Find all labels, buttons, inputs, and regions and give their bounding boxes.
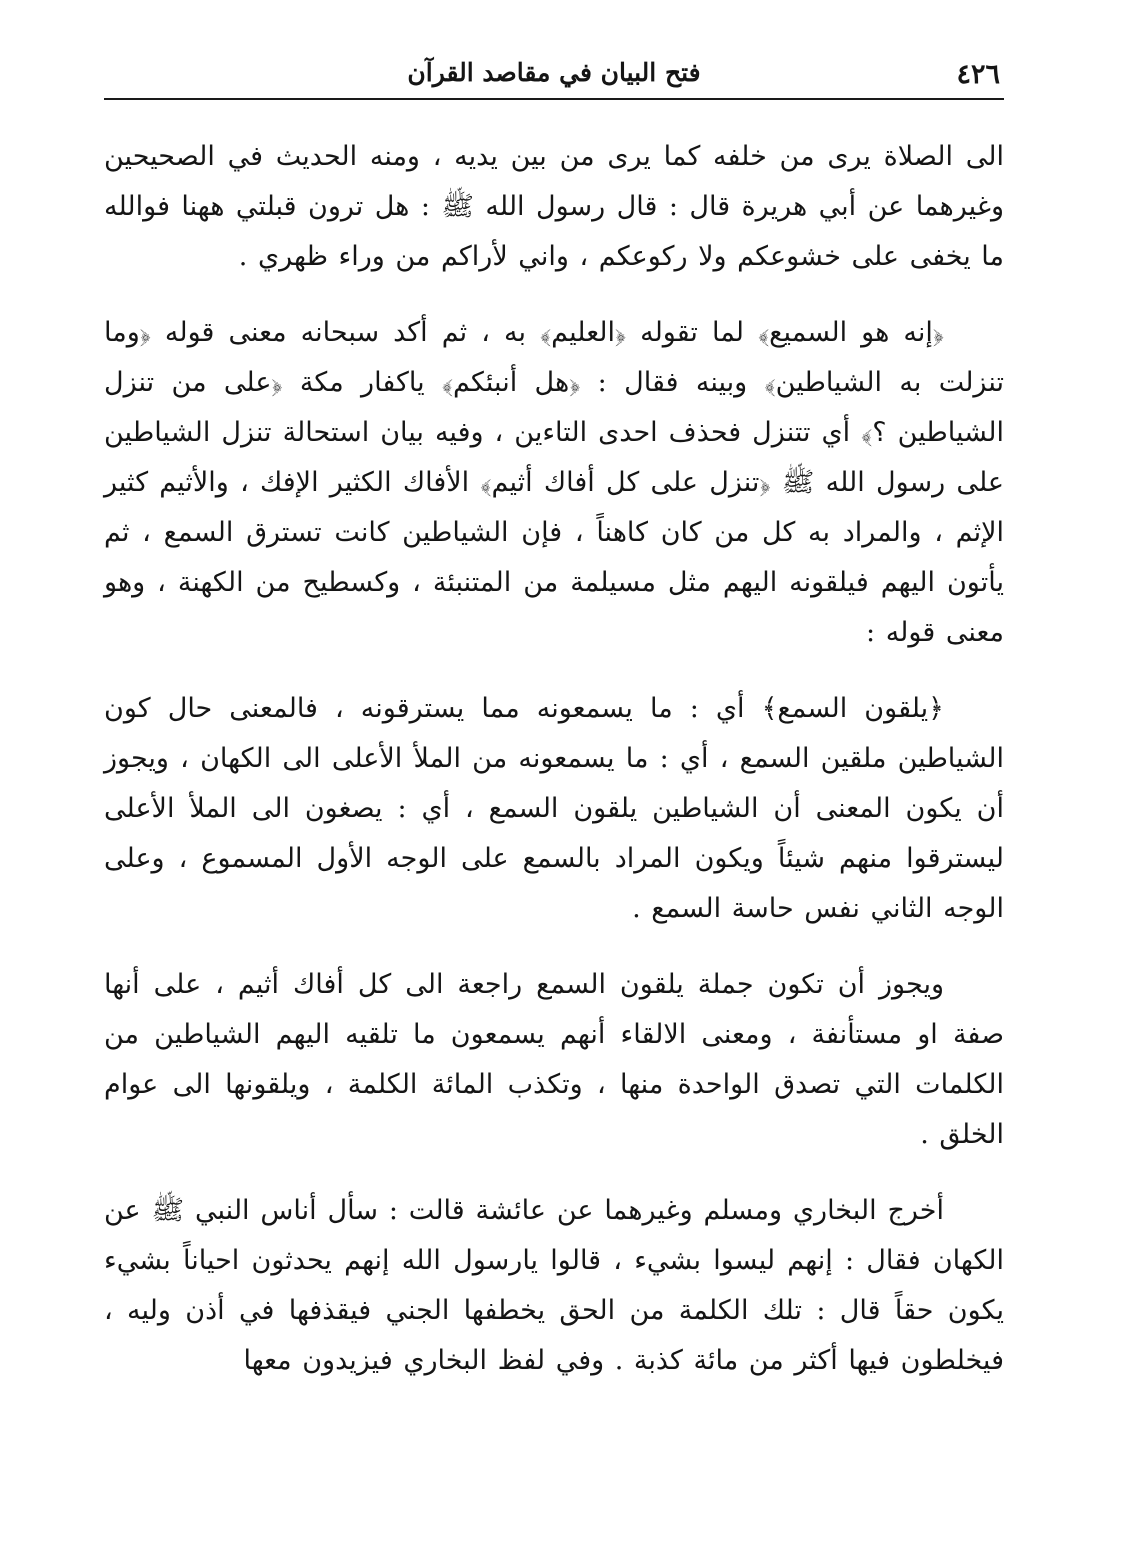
paragraph-5: أخرج البخاري ومسلم وغيرهما عن عائشة قالت : سأل أناس النبي ﷺ عن الكهان فقال : إنهم ليسوا بشيء ، قالوا يارسول الله إنهم يحدثون احياناً بشيء يكون حقاً قال : تلك الكلمة من الحق يخطفها الجني فيقذفها في أذن وليه ، فيخلطون فيها أكثر من مائة كذبة . وفي لفظ البخاري فيزيدون معها xyxy=(104,1195,1004,1376)
running-header xyxy=(104,52,1004,100)
paragraph-3: ﴿يلقون السمع﴾ أي : ما يسمعونه مما يسترقونه ، فالمعنى حال كون الشياطين ملقين السمع ، أي : ما يسمعونه من الملأ الأعلى الى الكهان ، ويجوز أن يكون المعنى أن الشياطين يلقون السمع ، أي : يصغون الى الملأ الأعلى ليسترقوا منهم شيئاً ويكون المراد بالسمع على الوجه الأول المسموع ، وعلى الوجه الثاني نفس حاسة السمع . xyxy=(104,693,1004,924)
page-number: ٤٢٦ xyxy=(956,59,1000,90)
paragraph-1: الى الصلاة يرى من خلفه كما يرى من بين يديه ، ومنه الحديث في الصحيحين وغيرهما عن أبي هريرة قال : قال رسول الله ﷺ : هل ترون قبلتي ههنا فوالله ما يخفى على خشوعكم ولا ركوعكم ، واني لأراكم من وراء ظهري . xyxy=(104,141,1004,272)
paragraph-2: ﴿إنه هو السميع﴾ لما تقوله ﴿العليم﴾ به ، ثم أكد سبحانه معنى قوله ﴿وما تنزلت به الشياطين﴾ وبينه فقال : ﴿هل أنبئكم﴾ ياكفار مكة ﴿على من تنزل الشياطين ؟﴾ أي تتنزل فحذف احدى التاءين ، وفيه بيان استحالة تنزل الشياطين على رسول الله ﷺ ﴿تنزل على كل أفاك أثيم﴾ الأفاك الكثير الإفك ، والأثيم كثير الإثم ، والمراد به كل من كان كاهناً ، فإن الشياطين كانت تسترق السمع ، ثم يأتون اليهم فيلقونه اليهم مثل مسيلمة من المتنبئة ، وكسطيح من الكهنة ، وهو معنى قوله : xyxy=(104,317,1004,648)
paragraph-4: ويجوز أن تكون جملة يلقون السمع راجعة الى كل أفاك أثيم ، على أنها صفة او مستأنفة ، ومعنى الالقاء أنهم يسمعون ما تلقيه اليهم الشياطين من الكلمات التي تصدق الواحدة منها ، وتكذب المائة الكلمة ، ويلقونها الى عوام الخلق . xyxy=(104,969,1004,1150)
body-text xyxy=(104,132,1004,1386)
book-page xyxy=(104,52,1004,1542)
book-title: فتح البيان في مقاصد القرآن xyxy=(407,58,701,87)
